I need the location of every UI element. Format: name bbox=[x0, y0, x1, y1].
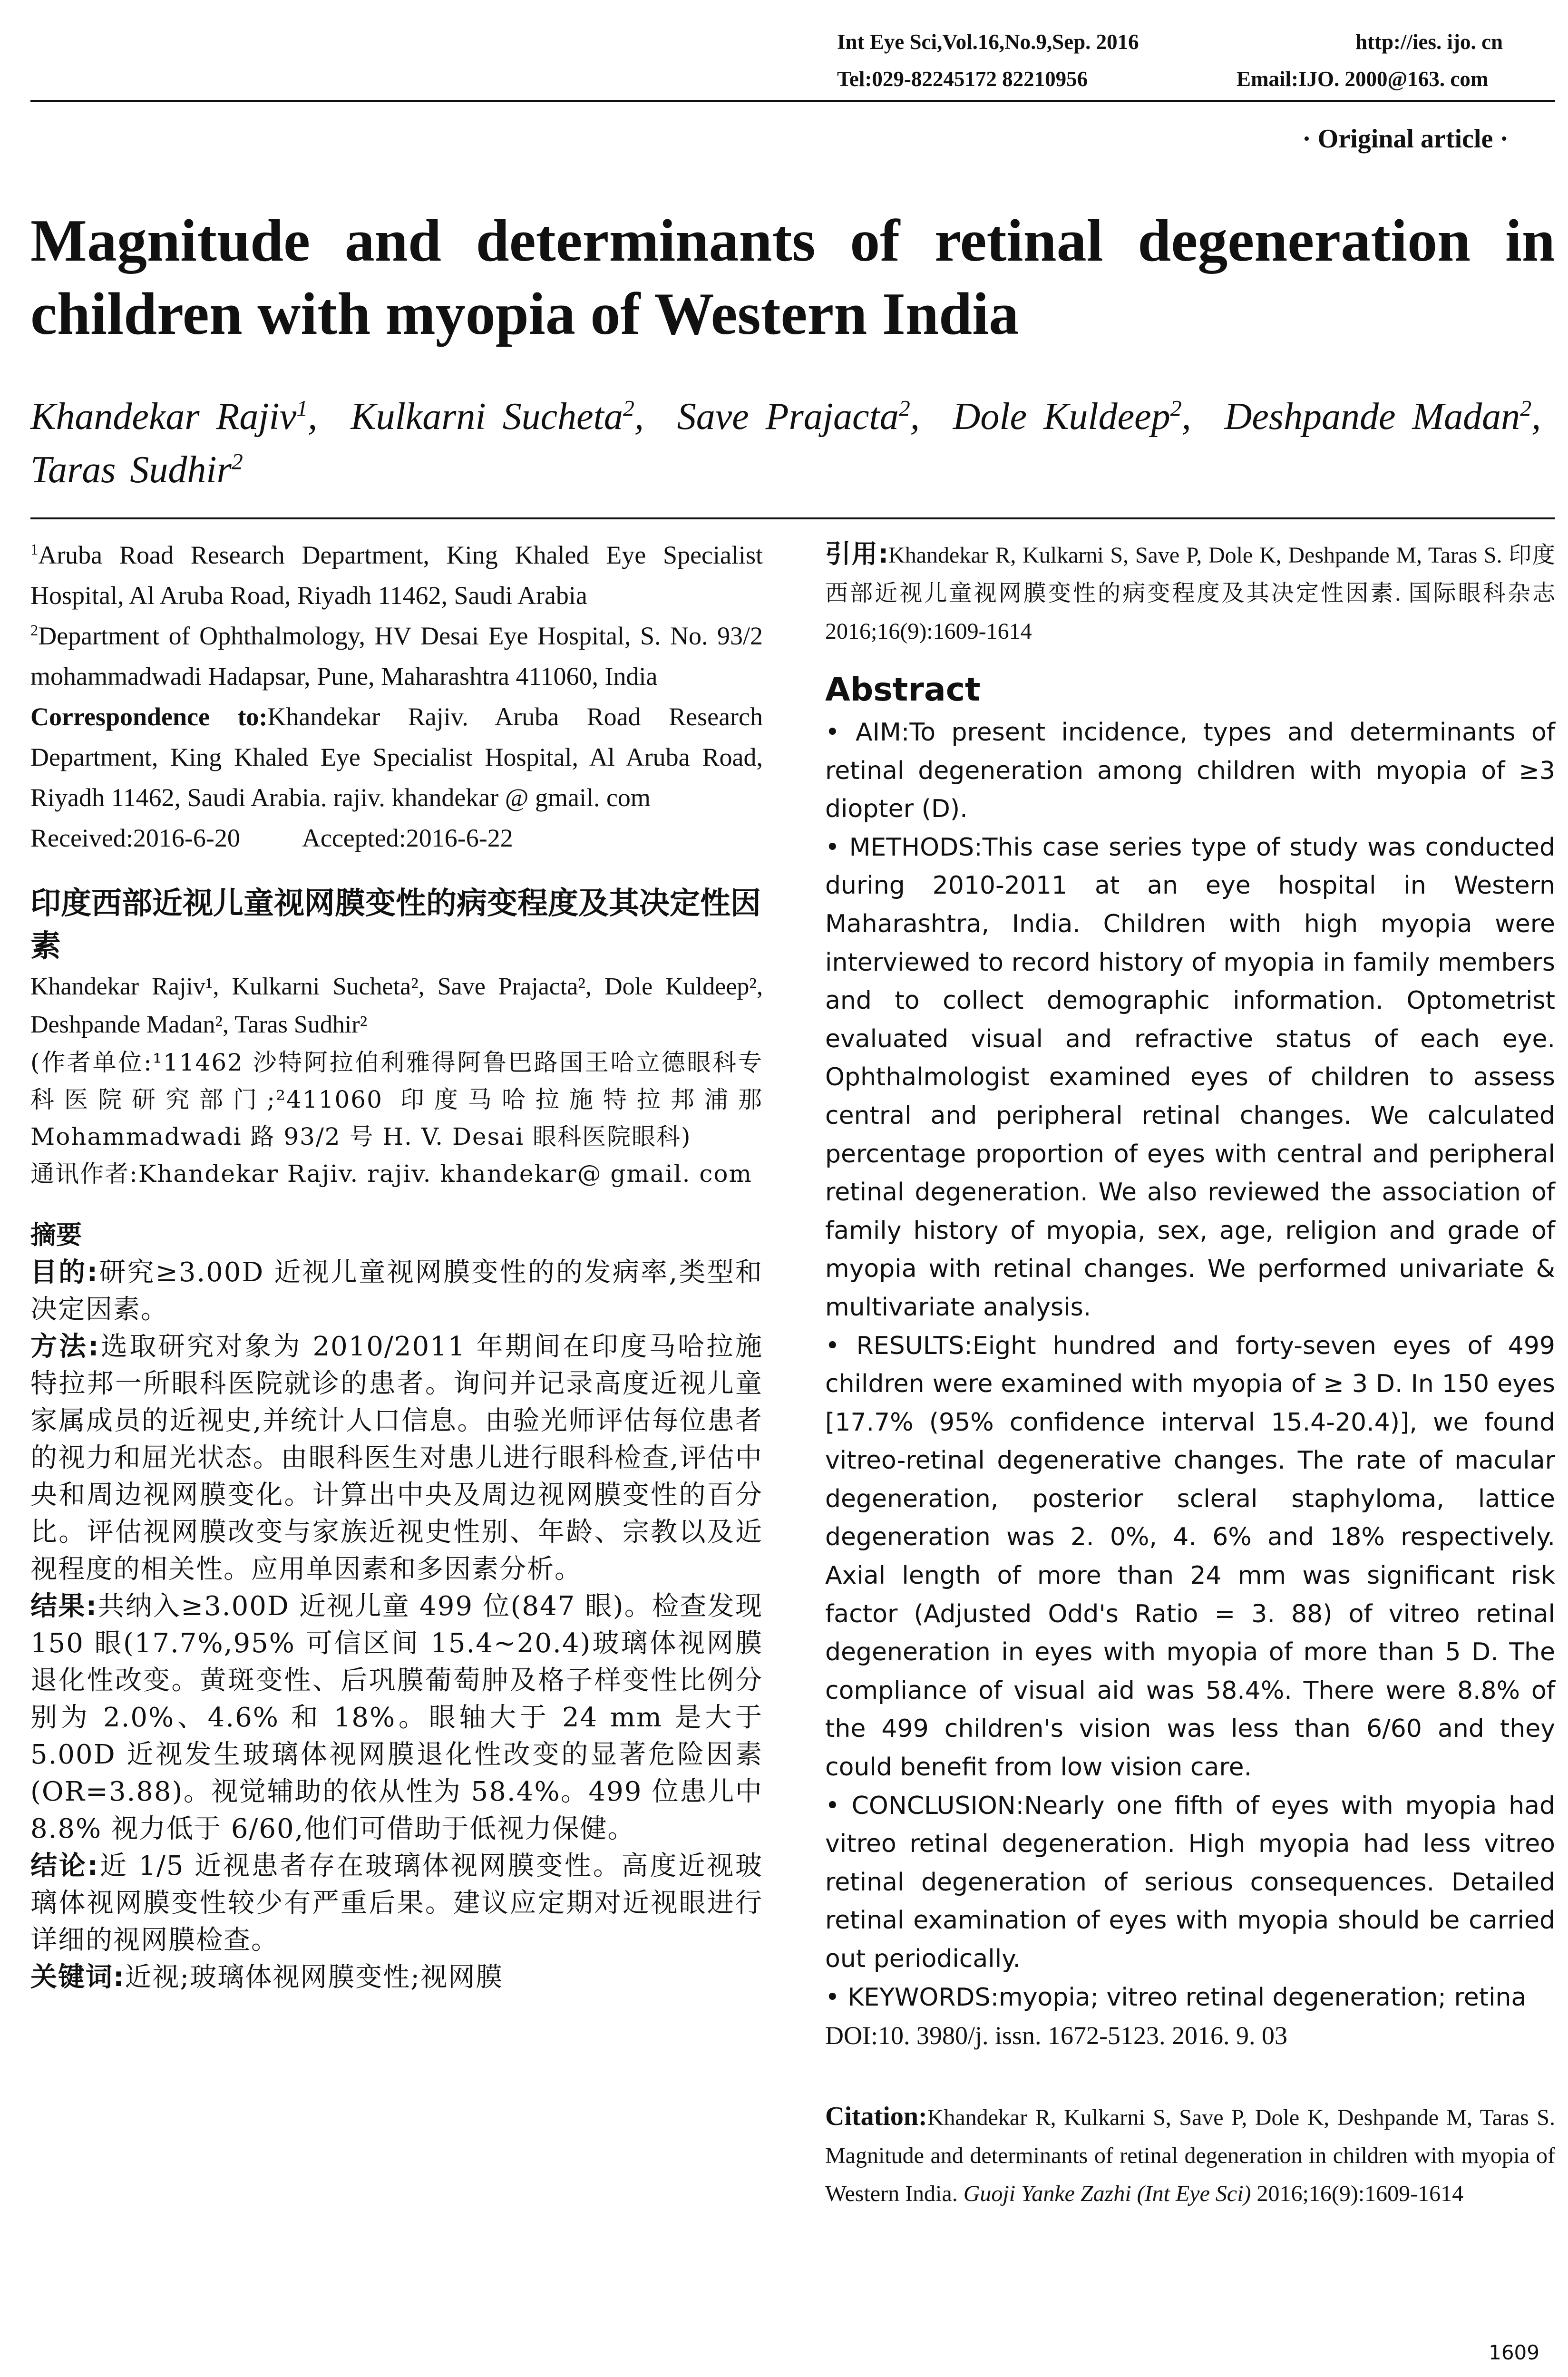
chinese-methods: 方法:选取研究对象为 2010/2011 年期间在印度马哈拉施特拉邦一所眼科医院就诊的患者。询问并记录高度近视儿童家属成员的近视史,并统计人口信息。由验光师评估每位患者的视力和屈光状态。由眼科医生对患儿进行眼科检查,评估中央和周边视网膜变化。计算出中央及周边视网膜变性的百分比。评估视网膜改变与家族近视史性别、年龄、宗教以及近视程度的相关性。应用单因素和多因素分析。 bbox=[30, 1331, 763, 1585]
citation: Citation:Khandekar R, Kulkarni S, Save P, Dole K, Deshpande M, Taras S. Magnitude and determinants of retinal degeneration in children with myopia of Western India. Guoji Yanke Zazhi (Int Eye Sci) 2016;16(9):1609-1614 bbox=[825, 2102, 1555, 2207]
journal-email: Email:IJO. 2000@163. com bbox=[1237, 67, 1489, 91]
received-date: Received:2016-6-20 bbox=[30, 824, 240, 852]
correspondence: Correspondence to:Khandekar Rajiv. Aruba Road Research Department, King Khaled Eye Specialist Hospital, Al Aruba Road, Riyadh 11462, Saudi Arabia. rajiv. khandekar @ gmail. com bbox=[30, 702, 763, 812]
chinese-citation: 引用:Khandekar R, Kulkarni S, Save P, Dole K, Deshpande M, Taras S. 印度西部近视儿童视网膜变性的病变程度及其决定性因素. 国际眼科杂志 2016;16(9):1609-1614 bbox=[825, 539, 1555, 644]
accepted-date: Accepted:2016-6-22 bbox=[302, 824, 513, 852]
abstract-conclusion: • CONCLUSION:Nearly one fifth of eyes with myopia had vitreo retinal degeneration. High myopia had less vitreo retinal degeneration of serious consequences. Detailed retinal examination of eyes with myopia should be carried out periodically. bbox=[825, 1791, 1555, 1973]
abstract-aim: • AIM:To present incidence, types and determinants of retinal degeneration among children with myopia of ≥3 diopter (D). bbox=[825, 718, 1555, 824]
article-title: Magnitude and determinants of retinal degeneration in children with myopia of Western India bbox=[30, 208, 1555, 347]
abstract-heading: Abstract bbox=[825, 671, 981, 709]
author: Dole Kuldeep$^2$ bbox=[953, 396, 1182, 438]
chinese-abstract-heading: 摘要 bbox=[30, 1220, 82, 1250]
chinese-title: 印度西部近视儿童视网膜变性的病变程度及其决定性因素 bbox=[30, 886, 761, 964]
chinese-conclusion: 结论:近 1/5 近视患者存在玻璃体视网膜变性。高度近视玻璃体视网膜变性较少有严重后果。建议应定期对近视眼进行详细的视网膜检查。 bbox=[30, 1851, 763, 1956]
journal-info: Int Eye Sci,Vol.16,No.9,Sep. 2016 bbox=[837, 30, 1139, 54]
affiliation-1: $^1$Aruba Road Research Department, King Khaled Eye Specialist Hospital, Al Aruba Road, Riyadh 11462, Saudi Arabia bbox=[30, 541, 763, 610]
abstract-keywords: • KEYWORDS:myopia; vitreo retinal degeneration; retina bbox=[825, 1983, 1527, 2012]
abstract-results: • RESULTS:Eight hundred and forty-seven eyes of 499 children were examined with myopia of ≥ 3 D. In 150 eyes [17.7% (95% confidence interval 15.4-20.4)], we found vitreo-retinal degenerative changes. The rate of macular degeneration, posterior scleral staphyloma, lattice degeneration was 2. 0%, 4. 6% and 18% respectively. Axial length of more than 24 mm was significant risk factor (Adjusted Odd's Ratio = 3. 88) of vitreo retinal degeneration in eyes with myopia of more than 5 D. The compliance of visual aid was 58.4%. There were 8.8% of the 499 children's vision was less than 6/60 and they could benefit from low vision care. bbox=[825, 1331, 1556, 1782]
page-number: 1609 bbox=[1489, 2341, 1539, 2364]
affiliation-2: $^2$Department of Ophthalmology, HV Desai Eye Hospital, S. No. 93/2 mohammadwadi Hadapsar, Pune, Maharashtra 411060, India bbox=[30, 622, 763, 691]
doi: DOI:10. 3980/j. issn. 1672-5123. 2016. 9. 03 bbox=[825, 2021, 1287, 2050]
author-list: Khandekar Rajiv$^1$, Kulkarni Sucheta$^2$, Save Prajacta$^2$, Dole Kuldeep$^2$, Deshpande Madan$^2$, Taras Sudhir$^2$ bbox=[30, 396, 1556, 491]
chinese-correspondence: 通讯作者:Khandekar Rajiv. rajiv. khandekar@ gmail. com bbox=[30, 1160, 752, 1188]
chinese-keywords: 关键词:近视;玻璃体视网膜变性;视网膜 bbox=[30, 1962, 504, 1993]
header-rule bbox=[30, 100, 1555, 102]
chinese-aim: 目的:研究≥3.00D 近视儿童视网膜变性的的发病率,类型和决定因素。 bbox=[30, 1257, 763, 1325]
chinese-results: 结果:共纳入≥3.00D 近视儿童 499 位(847 眼)。检查发现 150 眼(17.7%,95% 可信区间 15.4~20.4)玻璃体视网膜退化性改变。黄斑变性、后巩膜葡萄肿及格子样变性比例分别为 2.0%、4.6% 和 18%。眼轴大于 24 mm 是大于 5.00D 近视发生玻璃体视网膜退化性改变的显著危险因素(OR=3.88)。视觉辅助的依从性为 58.4%。499 位患儿中 8.8% 视力低于 6/60,他们可借助于低视力保健。 bbox=[30, 1591, 763, 1844]
right-column bbox=[825, 535, 1555, 2213]
author: Khandekar Rajiv$^1$ bbox=[30, 396, 308, 438]
title-rule bbox=[30, 517, 1555, 519]
author: Taras Sudhir$^2$ bbox=[30, 449, 243, 491]
author: Save Prajacta$^2$ bbox=[677, 396, 910, 438]
journal-tel: Tel:029-82245172 82210956 bbox=[837, 67, 1088, 91]
abstract-methods: • METHODS:This case series type of study was conducted during 2010-2011 at an eye hospital in Western Maharashtra, India. Children with high myopia were interviewed to record history of myopia in family members and to collect demographic information. Optometrist evaluated visual and refractive status of each eye. Ophthalmologist examined eyes of children to assess central and peripheral retinal changes. We calculated percentage proportion of eyes with central and peripheral retinal degeneration. We also reviewed the association of family history of myopia, sex, age, religion and grade of myopia with retinal changes. We performed univariate & multivariate analysis. bbox=[825, 833, 1555, 1322]
dates bbox=[30, 818, 763, 858]
author: Deshpande Madan$^2$ bbox=[1224, 396, 1532, 438]
chinese-author-line: Khandekar Rajiv¹, Kulkarni Sucheta², Save Prajacta², Dole Kuldeep², Deshpande Madan², Taras Sudhir² bbox=[30, 973, 763, 1038]
author: Kulkarni Sucheta$^2$ bbox=[351, 396, 634, 438]
left-column bbox=[30, 535, 763, 1996]
article-type: · Original article · bbox=[1302, 124, 1509, 154]
chinese-affiliation: (作者单位:¹11462 沙特阿拉伯利雅得阿鲁巴路国王哈立德眼科专科医院研究部门;²411060 印度马哈拉施特拉邦浦那 Mohammadwadi 路 93/2 号 H. V. Desai 眼科医院眼科) bbox=[30, 1049, 763, 1150]
journal-url: http://ies. ijo. cn bbox=[1355, 30, 1503, 54]
